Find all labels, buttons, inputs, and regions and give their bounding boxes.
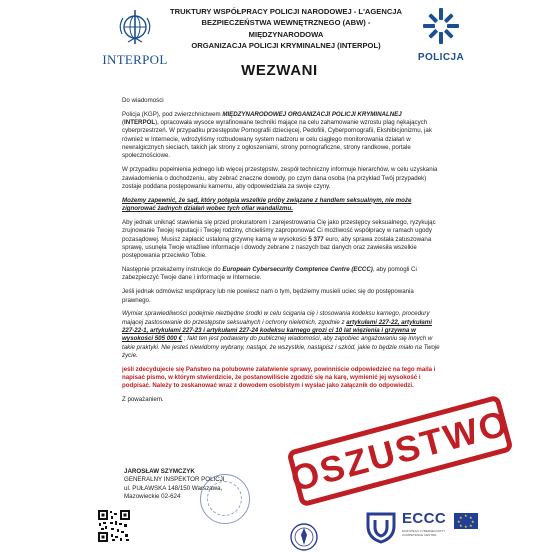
signer-address-1: ul. PUŁAWSKA 148/150 Warszawa, bbox=[124, 484, 223, 492]
eccc-name: European Cybersecurity Comptence Centre (ECCC) bbox=[222, 266, 373, 274]
signer-role: GENERALNY INSPEKTOR POLICJI bbox=[124, 476, 225, 484]
settlement-text-a: Aby jednak uniknąć stawienia się przed prokuratorem i zarejestrowania Cię jako przestępcy seksualnego, ryzykując zrujnowanie Twojej reputacji i Twojej rodziny, chcieliśmy zaproponować Ci możliwość współpracy w ramach ugody pozasądowej. Musisz zapłacić ustaloną grzywnę karną w wysokości bbox=[122, 218, 436, 243]
paragraph-eccc bbox=[122, 266, 440, 283]
interpol-logo bbox=[100, 8, 170, 70]
legal-text-a: Wymiar sprawiedliwości podejmie niezbędne środki w celu ścigania cię i stosowania kodeksu karnego, procedury mającej zastosowanie do przestępstw seksualnych i ochrony nieletnich, zgodnie z bbox=[122, 310, 430, 326]
eccc-logo-subtitle: EUROPEAN CYBERSECURITY COMPETENCE CENTRE bbox=[402, 529, 446, 537]
emblem-icon bbox=[282, 515, 326, 551]
legal-text-c: ; fakt ten jest podawany do publicznej wiadomości, aby zapobiec angażowaniu się innych w takie praktyki. Nie jesteś niewidomy wybrany, nastąpi, że wszystkie, nastąpisz i szkód, jakie to będzie miało na Twoje życie. bbox=[122, 335, 440, 359]
page-title: WEZWANI bbox=[241, 62, 318, 79]
intro-text-e: ), opracowała wysoce wyrafinowane techniki mające na celu zahamowanie wzrostu plag nękających cyberprzestrzeń. W przypadku przestępstw Pornografii dziecięcej, Pedofilii, Cyberpornografii, Ekshibicjonizmu, jak również w Internecie, wdrożyliśmy rozbudowany system nadzoru w celu ciągłego monitorowania działań w newralgicznych sieciach, takich jak strony z ogłoszeniami, strony pornograficzne, strony randkowe, portale społecznościowe. bbox=[122, 119, 432, 160]
signer-name: JAROSŁAW SZYMCZYK bbox=[124, 468, 195, 475]
intro-interpol: INTERPOL bbox=[124, 119, 156, 127]
shield-icon bbox=[364, 510, 398, 544]
paragraph-assurance: Możemy zapewnić, że sąd, który potępia wszelkie próby związane z handlem seksualnym, nie może zignorować żadnych działań wobec tych ofiar wandalizmu. bbox=[122, 196, 412, 213]
scam-stamp-label: OSZUSTWO bbox=[286, 401, 514, 500]
fine-amount: 5 377 bbox=[308, 235, 324, 243]
eccc-logo-text: ECCC bbox=[402, 510, 447, 527]
intro-text-a: Policja (KGP), pod zwierzchnictwem bbox=[122, 110, 223, 118]
signer-address-2: Mazowieckie 02-624 bbox=[124, 492, 181, 500]
intro-text-c: ( bbox=[122, 119, 125, 127]
eccc-text-c: , aby pomogli Ci zabezpieczyć Twoje dane i informacje w Internecie. bbox=[122, 266, 417, 282]
agency-header bbox=[166, 6, 406, 52]
scam-warning-stamp bbox=[286, 395, 514, 508]
salutation: Do wiadomości bbox=[122, 97, 164, 104]
header-line-3: ORGANIZACJA POLICJI KRYMINALNEJ (INTERPOL) bbox=[191, 41, 381, 51]
paragraph-refusal: Jeśli jednak odmówisz współpracy lub nie powiesz nam o tym, będziemy musieli uciec się do postępowania prawnego. bbox=[122, 288, 414, 304]
star-icon bbox=[421, 6, 461, 46]
paragraph-instructions: jeśli zdecydujecie się Państwo na polubowne załatwienie sprawy, powinniście odpowiedzieć na tego maila i napisać pismo, w którym stwierdzicie, że postanowiliście zgodzić się na karę, wymienić jej wysokość i podpisać. Należy to zeskanować wraz z dowodem osobistym i wysłać jako załącznik do odpowiedzi. bbox=[122, 365, 436, 390]
legal-articles: artykułami 227-22, artykułami 227-22-1, artykułami 227-23 i artykułami 227-24 kodeksu karnego grozi ci 10 lat więzienia i grzywna w wysokości 505 000 € bbox=[122, 318, 432, 343]
letter-body bbox=[122, 97, 440, 410]
eccc-text-a: Następnie przekażemy instrukcje do bbox=[122, 266, 223, 274]
globe-icon bbox=[114, 8, 156, 50]
eu-flag-icon: ★ ★ ★ ★ ★ ★ ★ ★ bbox=[454, 513, 478, 529]
paragraph-settlement bbox=[122, 219, 440, 260]
paragraph-legal bbox=[122, 310, 440, 360]
interpol-wordmark: INTERPOL bbox=[102, 52, 168, 67]
qr-code-icon bbox=[97, 509, 131, 543]
settlement-text-c: euro, aby sprawa została zatuszowana sprawę, usunęła Twoje wrażliwe informacje i dowody zebrane z naszych baz danych oraz zawiesiła wszelkie postępowania przeciwko Tobie. bbox=[122, 235, 432, 260]
paragraph-procedure: W przypadku popełnienia jednego lub więcej przestępstw, zespół techniczny informuje hierarchów, w celu uzyskania zawiadomienia o dochodzeniu, aby zebrać znaczne dowody, po czym dana osoba (na przykład Twój przypadek) zostaje poddana postępowaniu karnemu, aby odpowiedziała za swoje czyny. bbox=[122, 166, 438, 190]
policja-wordmark: POLICJA bbox=[417, 52, 465, 63]
header-line-2: BEZPIECZEŃSTWA WEWNĘTRZNEGO (ABW) - MIĘDZYNARODOWA bbox=[201, 18, 371, 39]
policja-logo bbox=[415, 6, 465, 68]
intro-org-name: MIĘDZYNARODOWEJ ORGANIZACJI POLICJI KRYMINALNEJ bbox=[222, 110, 402, 118]
closing: Z poważaniem. bbox=[122, 396, 164, 404]
official-stamp bbox=[200, 474, 250, 524]
header-line-1: TRUKTURY WSPÓŁPRACY POLICJI NARODOWEJ - L'AGENCJA bbox=[169, 7, 403, 16]
paragraph-intro bbox=[122, 111, 440, 161]
